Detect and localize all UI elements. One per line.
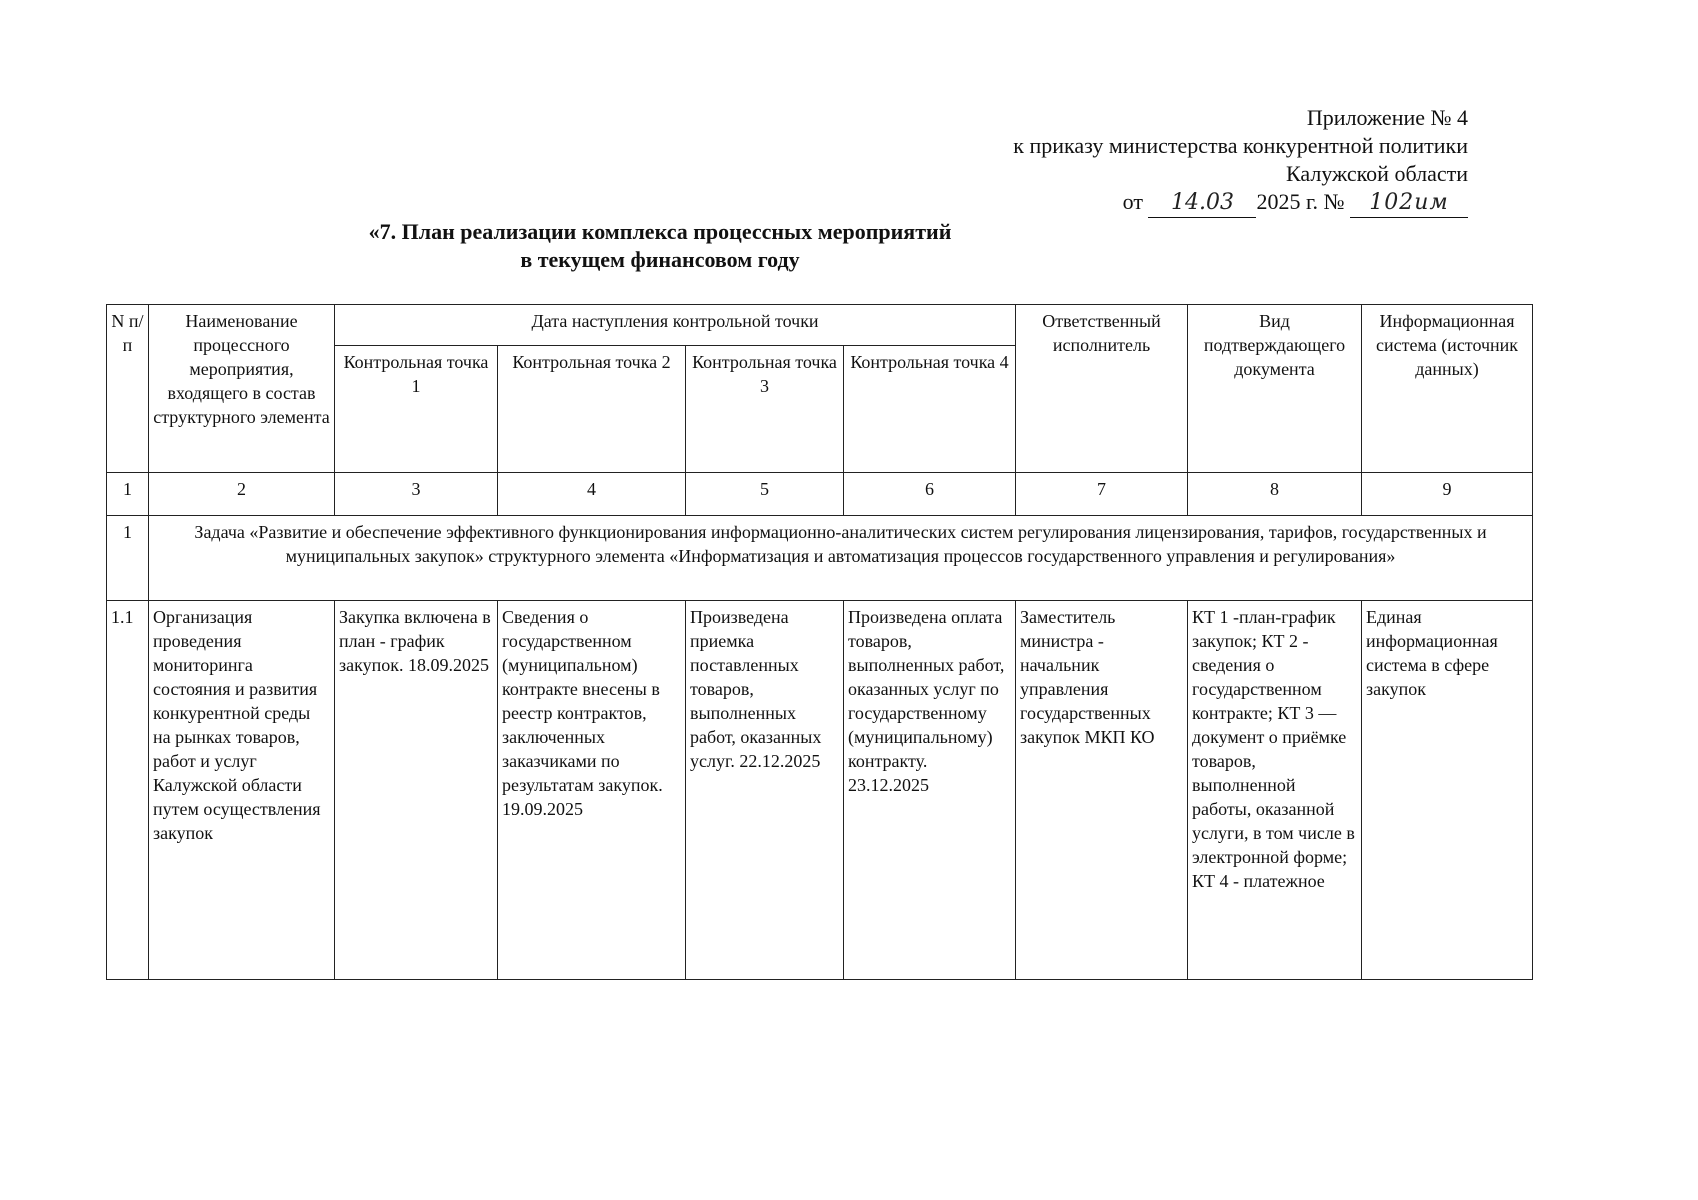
table-row [107,601,1533,980]
title-line-1: «7. План реализации комплекса процессных мероприятий [368,219,952,244]
appendix-order-ref: к приказу министерства конкурентной политики [1013,133,1468,158]
row-responsible: Заместитель министра - начальник управления государственных закупок МКП КО [1016,601,1188,980]
header-row-1 [107,305,1533,346]
column-number: 6 [844,473,1016,516]
column-number: 8 [1188,473,1362,516]
column-number: 4 [498,473,686,516]
header-info-system: Информационная система (источник данных) [1362,305,1533,473]
task-num: 1 [107,516,149,601]
appendix-block [1013,104,1468,218]
task-text: Задача «Развитие и обеспечение эффективного функционирования информационно-аналитических систем регулирования лицензирования, тарифов, государственных и муниципальных закупок» структурного элемента «Информатизация и автоматизация процессов государственного управления и регулирования» [149,516,1533,601]
appendix-title: Приложение № 4 [1306,105,1468,130]
row-doc-type: КТ 1 -план-график закупок; КТ 2 - сведения о государственном контракте; КТ 3 — документ о приёмке товаров, выполненной работы, оказанной услуги, в том числе в электронной форме; КТ 4 - платежное [1188,601,1362,980]
header-date-group: Дата наступления контрольной точки [335,305,1016,346]
row-num: 1.1 [107,601,149,980]
row-info-system: Единая информационная система в сфере закупок [1362,601,1533,980]
header-responsible: Ответственный исполнитель [1016,305,1188,473]
header-kt3: Контрольная точка 3 [686,346,844,473]
appendix-date-line [1013,188,1468,218]
page-title [340,218,980,274]
column-number: 7 [1016,473,1188,516]
header-num: N п/п [107,305,149,473]
appendix-region: Калужской области [1286,161,1468,186]
row-kt1: Закупка включена в план - график закупок. 18.09.2025 [335,601,498,980]
header-kt4: Контрольная точка 4 [844,346,1016,473]
row-kt2: Сведения о государственном (муниципальном) контракте внесены в реестр контрактов, заключенных заказчиками по результатам закупок. 19.09.2025 [498,601,686,980]
row-kt3: Произведена приемка поставленных товаров, выполненных работ, оказанных услуг. 22.12.2025 [686,601,844,980]
date-prefix: от [1122,189,1143,214]
header-kt2: Контрольная точка 2 [498,346,686,473]
column-number: 3 [335,473,498,516]
column-number: 5 [686,473,844,516]
plan-table [106,304,1533,980]
row-activity-name: Организация проведения мониторинга состояния и развития конкурентной среды на рынках товаров, работ и услуг Калужской области путем осуществления закупок [149,601,335,980]
header-doc-type: Вид подтверждающего документа [1188,305,1362,473]
column-number-row [107,473,1533,516]
year-text: 2025 г. № [1256,189,1345,214]
task-row [107,516,1533,601]
header-name: Наименование процессного мероприятия, входящего в состав структурного элемента [149,305,335,473]
handwritten-number: 102им [1350,189,1468,218]
handwritten-date: 14.03 [1148,189,1256,218]
column-number: 2 [149,473,335,516]
header-kt1: Контрольная точка 1 [335,346,498,473]
row-kt4: Произведена оплата товаров, выполненных работ, оказанных услуг по государственному (муниципальному) контракту. 23.12.2025 [844,601,1016,980]
title-line-2: в текущем финансовом году [520,247,800,272]
column-number: 1 [107,473,149,516]
column-number: 9 [1362,473,1533,516]
